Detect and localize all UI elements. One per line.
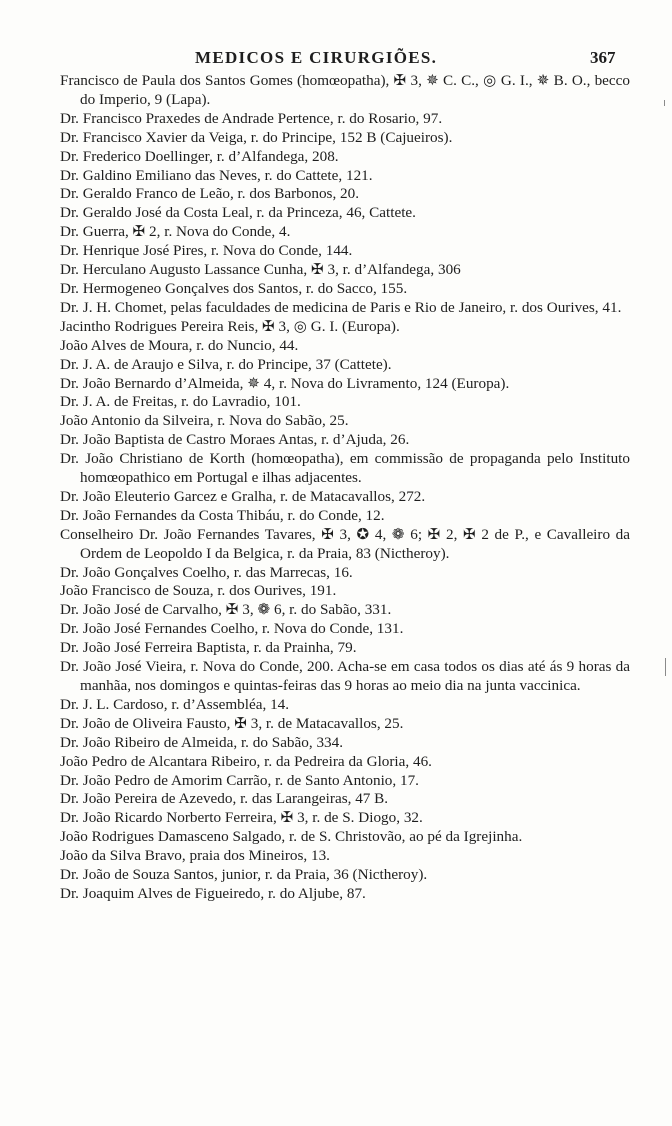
list-item: Jacintho Rodrigues Pereira Reis, ✠ 3, ◎ G. I. (Europa).: [60, 317, 400, 335]
list-item: Dr. João José Vieira, r. Nova do Conde, 200. Acha-se em casa todos os dias até ás 9 horas da manhãa, nos domingos e quintas-feiras das 9 horas ao meio dia na junta vaccinica.: [60, 658, 630, 694]
list-item: Conselheiro Dr. João Fernandes Tavares, ✠ 3, ✪ 4, ❁ 6; ✠ 2, ✠ 2 de P., e Cavalleiro da Ordem de Leopoldo I da Belgica, r. da Praia, 83 (Nictheroy).: [60, 525, 630, 562]
page-number: 367: [590, 48, 616, 67]
list-item: João Francisco de Souza, r. dos Ourives, 191.: [60, 582, 337, 600]
list-item: João Rodrigues Damasceno Salgado, r. de S. Christovão, ao pé da Igrejinha.: [60, 828, 523, 846]
list-item: Francisco de Paula dos Santos Gomes (homœopatha), ✠ 3, ✵ C. C., ◎ G. I., ✵ B. O., becco do Imperio, 9 (Lapa).: [60, 72, 630, 108]
list-item: Dr. Francisco Praxedes de Andrade Pertence, r. do Rosario, 97.: [60, 109, 443, 127]
list-item: Dr. João de Oliveira Fausto, ✠ 3, r. de Matacavallos, 25.: [60, 714, 404, 732]
list-item: João Pedro de Alcantara Ribeiro, r. da Pedreira da Gloria, 46.: [60, 752, 432, 770]
physician-list: [60, 72, 630, 904]
list-item: Dr. Herculano Augusto Lassance Cunha, ✠ 3, r. d’Alfandega, 306: [60, 261, 461, 279]
section-title: MEDICOS E CIRURGIÕES.: [195, 48, 438, 67]
list-item: João Antonio da Silveira, r. Nova do Sabão, 25.: [60, 412, 349, 430]
list-item: Dr. João Eleuterio Garcez e Gralha, r. de Matacavallos, 272.: [60, 487, 426, 505]
list-item: João Alves de Moura, r. do Nuncio, 44.: [60, 336, 299, 354]
list-item: Dr. João Ribeiro de Almeida, r. do Sabão, 334.: [60, 733, 344, 751]
list-item: Dr. João Pedro de Amorim Carrão, r. de Santo Antonio, 17.: [60, 771, 419, 789]
list-item: Dr. J. A. de Araujo e Silva, r. do Principe, 37 (Cattete).: [60, 355, 392, 373]
list-item: Dr. João Christiano de Korth (homœopatha), em commissão de propaganda pelo Instituto homœopathico em Portugal e ilhas adjacentes.: [60, 450, 630, 487]
list-item: Dr. João José Fernandes Coelho, r. Nova do Conde, 131.: [60, 620, 404, 638]
list-item: Dr. Hermogeneo Gonçalves dos Santos, r. do Sacco, 155.: [60, 279, 408, 297]
list-item: Dr. Joaquim Alves de Figueiredo, r. do Aljube, 87.: [60, 884, 366, 902]
scan-mark: [665, 658, 666, 676]
list-item: Dr. João de Souza Santos, junior, r. da Praia, 36 (Nictheroy).: [60, 866, 428, 884]
list-item: Dr. J. A. de Freitas, r. do Lavradio, 101.: [60, 393, 301, 411]
list-item: Dr. Galdino Emiliano das Neves, r. do Cattete, 121.: [60, 166, 373, 184]
list-item: Dr. Henrique José Pires, r. Nova do Conde, 144.: [60, 242, 353, 260]
list-item: Dr. João Ricardo Norberto Ferreira, ✠ 3, r. de S. Diogo, 32.: [60, 809, 423, 827]
list-item: Dr. João Baptista de Castro Moraes Antas, r. d’Ajuda, 26.: [60, 431, 410, 449]
list-item: Dr. J. H. Chomet, pelas faculdades de medicina de Paris e Rio de Janeiro, r. dos Ourives, 41.: [60, 298, 622, 316]
list-item: Dr. João Pereira de Azevedo, r. das Larangeiras, 47 B.: [60, 790, 389, 808]
scan-mark: [664, 100, 665, 106]
list-item: João da Silva Bravo, praia dos Mineiros, 13.: [60, 847, 330, 865]
list-item: Dr. João José de Carvalho, ✠ 3, ❁ 6, r. do Sabão, 331.: [60, 601, 392, 619]
list-item: Dr. Guerra, ✠ 2, r. Nova do Conde, 4.: [60, 223, 291, 241]
list-item: Dr. João Fernandes da Costa Thibáu, r. do Conde, 12.: [60, 506, 385, 524]
list-item: Dr. Francisco Xavier da Veiga, r. do Principe, 152 B (Cajueiros).: [60, 128, 453, 146]
list-item: Dr. Frederico Doellinger, r. d’Alfandega, 208.: [60, 147, 339, 165]
list-item: Dr. Geraldo Franco de Leão, r. dos Barbonos, 20.: [60, 185, 360, 203]
list-item: Dr. J. L. Cardoso, r. d’Assembléa, 14.: [60, 695, 290, 713]
list-item: Dr. João Gonçalves Coelho, r. das Marrecas, 16.: [60, 563, 353, 581]
list-item: Dr. João José Ferreira Baptista, r. da Prainha, 79.: [60, 639, 357, 657]
running-header: [0, 48, 672, 74]
list-item: Dr. João Bernardo d’Almeida, ✵ 4, r. Nova do Livramento, 124 (Europa).: [60, 374, 510, 392]
list-item: Dr. Geraldo José da Costa Leal, r. da Princeza, 46, Cattete.: [60, 204, 416, 222]
